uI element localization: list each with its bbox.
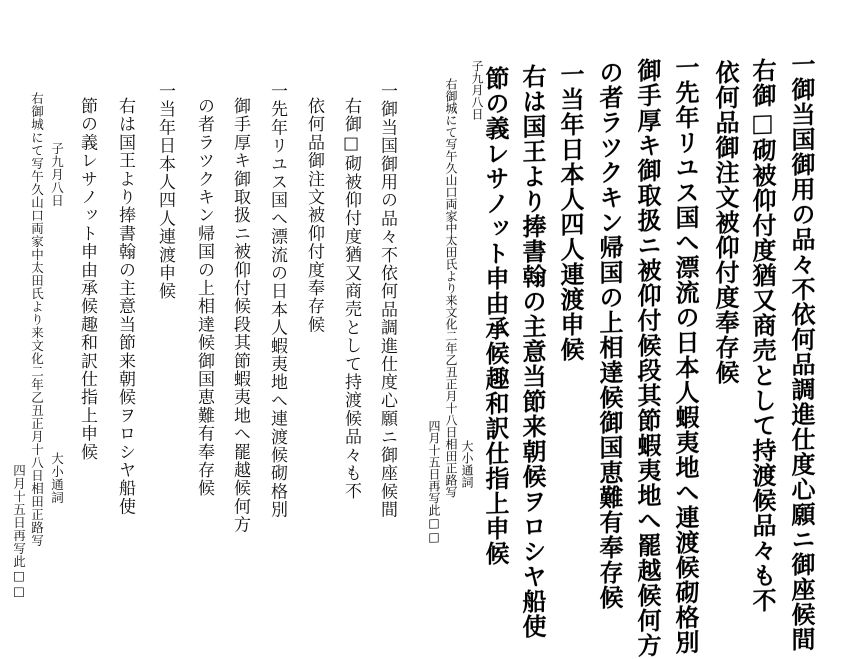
transcription-date: 子九月八日 bbox=[49, 142, 65, 207]
transcription-line-5: 御手厚キ御取扱ニ被仰付候段其節蝦夷地へ罷越候何方 bbox=[230, 97, 250, 534]
transcription-signer: 大小通詞 bbox=[49, 452, 65, 504]
handwritten-signer: 大小通詞 bbox=[460, 439, 474, 489]
handwritten-column-10 bbox=[468, 60, 487, 121]
handwritten-column-2 bbox=[745, 57, 780, 613]
handwritten-line: 一御当国御用の品々不依何品調進仕度心願ニ御座候間 bbox=[787, 51, 816, 653]
transcription-line-6: の者ラツクキン帰国の上相達候御国恵難有奉存候 bbox=[194, 97, 214, 498]
handwritten-column-7 bbox=[553, 61, 588, 362]
handwritten-line: の者ラツクキン帰国の上相達候御国恵難有奉存候 bbox=[595, 59, 624, 611]
handwritten-colophon: 右御城にて写午久山口両家中太田氏より来文化二年乙丑正月十八日相田正路写 bbox=[444, 77, 458, 499]
transcription-colophon-2: 四月十五日再写此□□ bbox=[11, 464, 27, 599]
transcription-line-8: 右は国王より捧書翰の主意当節来朝候ヲロシヤ船使 bbox=[115, 97, 135, 516]
handwritten-column-12 bbox=[458, 440, 477, 489]
transcription-line-4: 一先年リユス国へ漂流の日本人蝦夷地へ連渡候砌格別 bbox=[267, 82, 287, 519]
transcription-line-1: 一御当国御用の品々不依何品調進仕度心願ニ御座候間 bbox=[377, 82, 397, 519]
transcription-colophon: 右御城にて写午久山口両家中太田氏より来文化二年乙丑正月十八日相田正路写 bbox=[29, 92, 45, 547]
handwritten-column-5 bbox=[630, 57, 665, 658]
handwritten-colophon-2: 四月十五日再写此□□ bbox=[427, 419, 441, 545]
handwritten-column-13 bbox=[425, 420, 444, 545]
handwritten-column-3 bbox=[708, 59, 743, 385]
transcription-line-3: 依何品御注文被仰付度奉存候 bbox=[304, 97, 324, 334]
handwritten-column-4 bbox=[668, 54, 703, 655]
handwritten-line: 一先年リユス国へ漂流の日本人蝦夷地へ連渡候砌格別 bbox=[671, 54, 700, 656]
handwritten-column-6 bbox=[592, 59, 627, 610]
handwritten-date: 子九月八日 bbox=[470, 59, 484, 121]
handwritten-line: 右御□砌被仰付度猶又商売として持渡候品々も不 bbox=[748, 57, 777, 614]
handwritten-line: 御手厚キ御取扱ニ被仰付候段其節蝦夷地へ罷越候何方 bbox=[633, 57, 662, 659]
transcription-line-9: 節の義レサノット申由承候趣和訳仕指上申候 bbox=[77, 97, 97, 461]
transcription-line-2: 右御□砌被仰付度猶又商売として持渡候品々も不 bbox=[341, 97, 361, 501]
handwritten-line: 節の義レサノット申由承候趣和訳仕指上申候 bbox=[481, 65, 510, 567]
handwritten-line: 右は国王より捧書翰の主意当節来朝候ヲロシヤ船使 bbox=[518, 63, 547, 640]
handwritten-column-11 bbox=[442, 78, 461, 499]
transcription-line-7: 一当年日本人四人連渡申候 bbox=[155, 82, 175, 301]
handwritten-line: 依何品御注文被仰付度奉存候 bbox=[711, 59, 740, 386]
handwritten-column-1 bbox=[784, 51, 819, 652]
handwritten-line: 一当年日本人四人連渡申候 bbox=[556, 61, 585, 363]
handwritten-column-8 bbox=[515, 63, 550, 639]
handwritten-column-9 bbox=[478, 65, 513, 566]
